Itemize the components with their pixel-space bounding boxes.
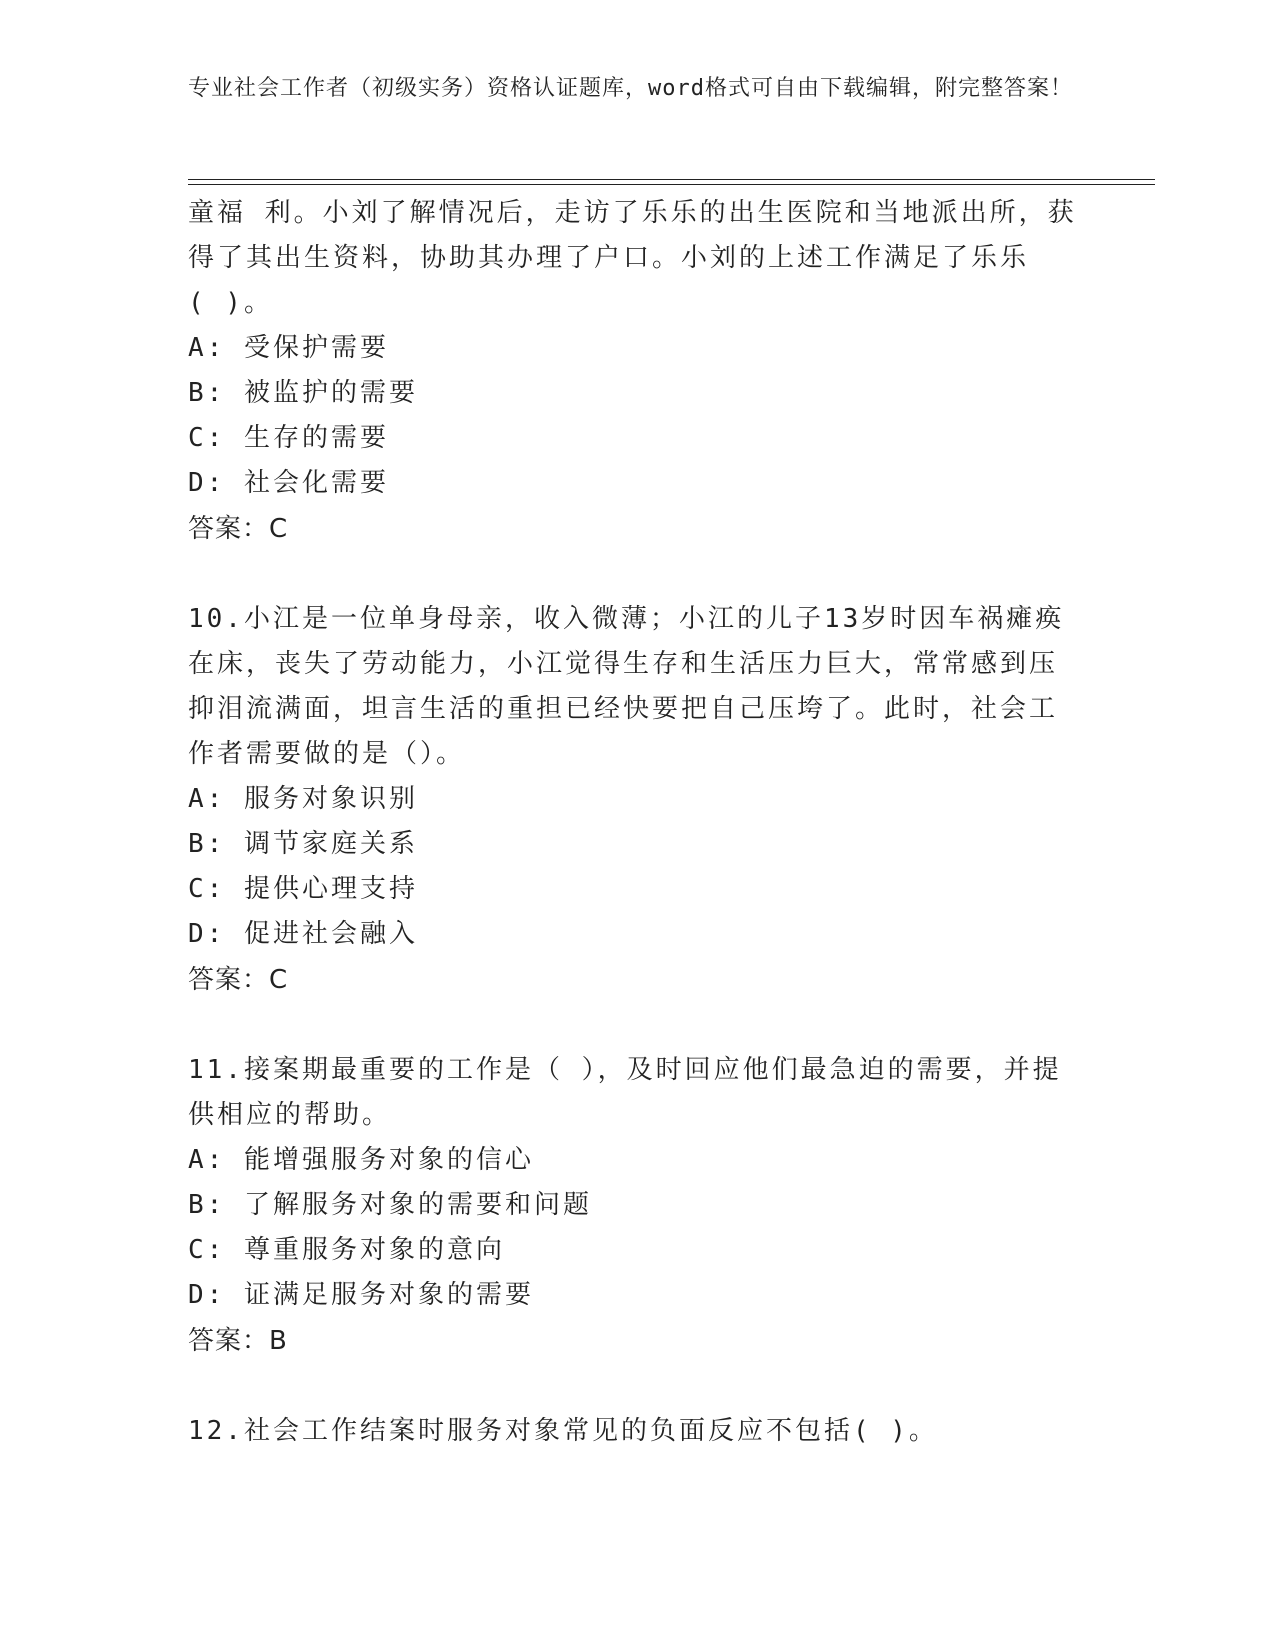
question-11-line: 供相应的帮助。 [188,1100,392,1130]
question-10-line: 10.小江是一位单身母亲，收入微薄；小江的儿子13岁时因车祸瘫痪 [188,604,1065,634]
header-divider-top [188,179,1155,180]
question-10-answer: 答案：C [188,965,289,995]
question-9-option-c: C: 生存的需要 [188,423,389,453]
question-9-option-d: D: 社会化需要 [188,468,389,498]
question-10-option-b: B: 调节家庭关系 [188,829,418,859]
question-11-option-d: D: 证满足服务对象的需要 [188,1280,534,1310]
question-12 [188,1409,1088,1454]
question-9-option-b: B: 被监护的需要 [188,378,418,408]
header-text: 专业社会工作者（初级实务）资格认证题库，word格式可自由下载编辑，附完整答案！ [188,76,1073,101]
question-10 [188,597,1088,1003]
question-9 [188,191,1088,552]
question-9-answer: 答案：C [188,514,289,544]
question-10-line: 抑泪流满面，坦言生活的重担已经快要把自己压垮了。此时，社会工 [188,694,1059,724]
question-10-option-c: C: 提供心理支持 [188,874,418,904]
spacer [188,1364,1088,1409]
question-9-line: 得了其出生资料，协助其办理了户口。小刘的上述工作满足了乐乐 [188,243,1030,273]
question-9-option-a: A: 受保护需要 [188,333,389,363]
question-11-option-c: C: 尊重服务对象的意向 [188,1235,505,1265]
question-10-option-d: D: 促进社会融入 [188,919,418,949]
question-11-option-b: B: 了解服务对象的需要和问题 [188,1190,592,1220]
question-11-line: 11.接案期最重要的工作是（ ），及时回应他们最急迫的需要，并提 [188,1055,1062,1085]
question-11 [188,1048,1088,1364]
spacer [188,1003,1088,1048]
question-11-option-a: A: 能增强服务对象的信心 [188,1145,534,1175]
question-10-line: 作者需要做的是（）。 [188,739,466,769]
spacer [188,552,1088,597]
question-10-option-a: A: 服务对象识别 [188,784,418,814]
question-12-line: 12.社会工作结案时服务对象常见的负面反应不包括( )。 [188,1416,938,1446]
question-10-line: 在床，丧失了劳动能力，小江觉得生存和生活压力巨大，常常感到压 [188,649,1059,679]
question-list [188,191,1088,1454]
question-11-answer: 答案：B [188,1326,288,1356]
question-9-line: ( )。 [188,288,273,318]
document-header [188,74,1088,104]
question-9-line: 童福 利。小刘了解情况后，走访了乐乐的出生医院和当地派出所，获 [188,198,1077,228]
header-divider-bottom [188,184,1155,185]
